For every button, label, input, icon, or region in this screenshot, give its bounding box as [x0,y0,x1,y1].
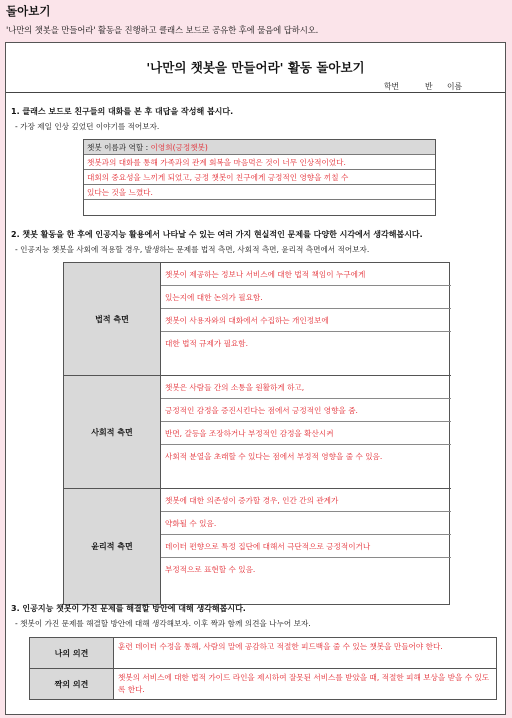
aspect-line[interactable]: 부정적으로 표현할 수 있음. [165,565,256,574]
social-aspect-label: 사회적 측면 [64,376,161,488]
aspects-table [63,262,450,605]
opinion-table [29,637,497,700]
my-opinion-text[interactable]: 훈련 데이터 수정을 통해, 사람의 말에 공감하고 적절한 피드백을 줄 수 있는 챗봇을 만들어야 한다. [118,642,443,651]
question-3: 3. 인공지능 챗봇이 가진 문제를 해결할 방안에 대해 생각해봅시다. [11,604,246,613]
aspect-line[interactable]: 챗봇이 제공하는 정보나 서비스에 대한 법적 책임이 누구에게 [161,263,451,286]
aspect-line[interactable]: 챗봇에 대한 의존성이 증가할 경우, 인간 간의 관계가 [161,489,451,512]
question-1-sub: - 가장 제일 인상 깊었던 이야기를 적어보자. [15,122,160,131]
answer-line[interactable]: 챗봇과의 대화를 통해 가족과의 관계 회복을 마음먹은 것이 너무 인상적이었다. [84,155,435,170]
worksheet [5,42,506,715]
aspect-line[interactable]: 챗봇이 사용자와의 대화에서 수집하는 개인정보에 [161,309,451,332]
answer-box-1 [83,139,436,216]
chatbot-name-label: 챗봇 이름과 역할 : [87,143,151,152]
question-2-sub: - 인공지능 챗봇을 사회에 적용할 경우, 발생하는 문제를 법적 측면, 사회적 측면, 윤리적 측면에서 적어보자. [15,245,370,254]
answer-line[interactable]: 대회의 중요성을 느끼게 되었고, 긍정 챗봇이 친구에게 긍정적인 영향을 끼칠 수 [84,170,435,185]
legal-aspect-group [64,263,451,376]
question-3-sub: - 챗봇이 가진 문제를 해결할 방안에 대해 생각해보자. 이후 짝과 함께 의견을 나누어 보자. [15,619,311,628]
page-title: 돌아보기 [6,4,51,18]
instruction-text: '나만의 챗봇을 만들어라' 활동을 진행하고 클래스 보드로 공유한 후에 물음에 답하시오. [6,25,319,35]
aspect-line[interactable]: 긍정적인 감정을 증진시킨다는 점에서 긍정적인 영향을 줌. [161,399,451,422]
question-2: 2. 챗봇 활동을 한 후에 인공지능 활용에서 나타날 수 있는 여러 가지 현실적인 문제를 다양한 시각에서 생각해봅시다. [11,230,423,239]
my-opinion-label: 나의 의견 [30,638,114,668]
partner-opinion-label: 짝의 의견 [30,669,114,699]
aspect-line[interactable]: 데이터 편향으로 특정 집단에 대해서 극단적으로 긍정적이거나 [161,535,451,558]
aspect-line[interactable]: 약화될 수 있음. [161,512,451,535]
aspect-line[interactable]: 사회적 분열을 초래할 수 있다는 점에서 부정적 영향을 줄 수 있음. [165,452,383,461]
partner-opinion-row [30,669,496,699]
ethical-aspect-group [64,489,451,604]
chatbot-name-row [84,140,435,155]
title-divider [6,92,505,93]
legal-aspect-label: 법적 측면 [64,263,161,375]
aspect-line[interactable]: 챗봇은 사람들 간의 소통을 원활하게 하고, [161,376,451,399]
worksheet-title: '나만의 챗봇을 만들어라' 활동 돌아보기 [146,60,365,75]
aspect-line[interactable]: 대한 법적 규제가 필요함. [165,339,249,348]
chatbot-name-value[interactable]: 이영희(긍정챗봇) [150,143,208,152]
class-label: 반 [425,82,433,91]
my-opinion-row [30,638,496,669]
ethical-aspect-label: 윤리적 측면 [64,489,161,604]
answer-line[interactable]: 있다는 것을 느꼈다. [84,185,435,200]
name-label: 이름 [447,82,463,91]
social-aspect-group [64,376,451,489]
partner-opinion-text[interactable]: 챗봇의 서비스에 대한 법적 가이드 라인을 제시하여 잘못된 서비스를 받았을 때, 적절한 피해 보상을 받을 수 있도록 한다. [118,673,490,694]
answer-line[interactable] [84,200,435,215]
student-number-label: 학번 [384,82,400,91]
aspect-line[interactable]: 반면, 갈등을 조장하거나 부정적인 감정을 확산시켜 [161,422,451,445]
question-1: 1. 클래스 보드로 친구들의 대화를 본 후 대답을 작성해 봅시다. [11,107,234,116]
aspect-line[interactable]: 있는지에 대한 논의가 필요함. [161,286,451,309]
